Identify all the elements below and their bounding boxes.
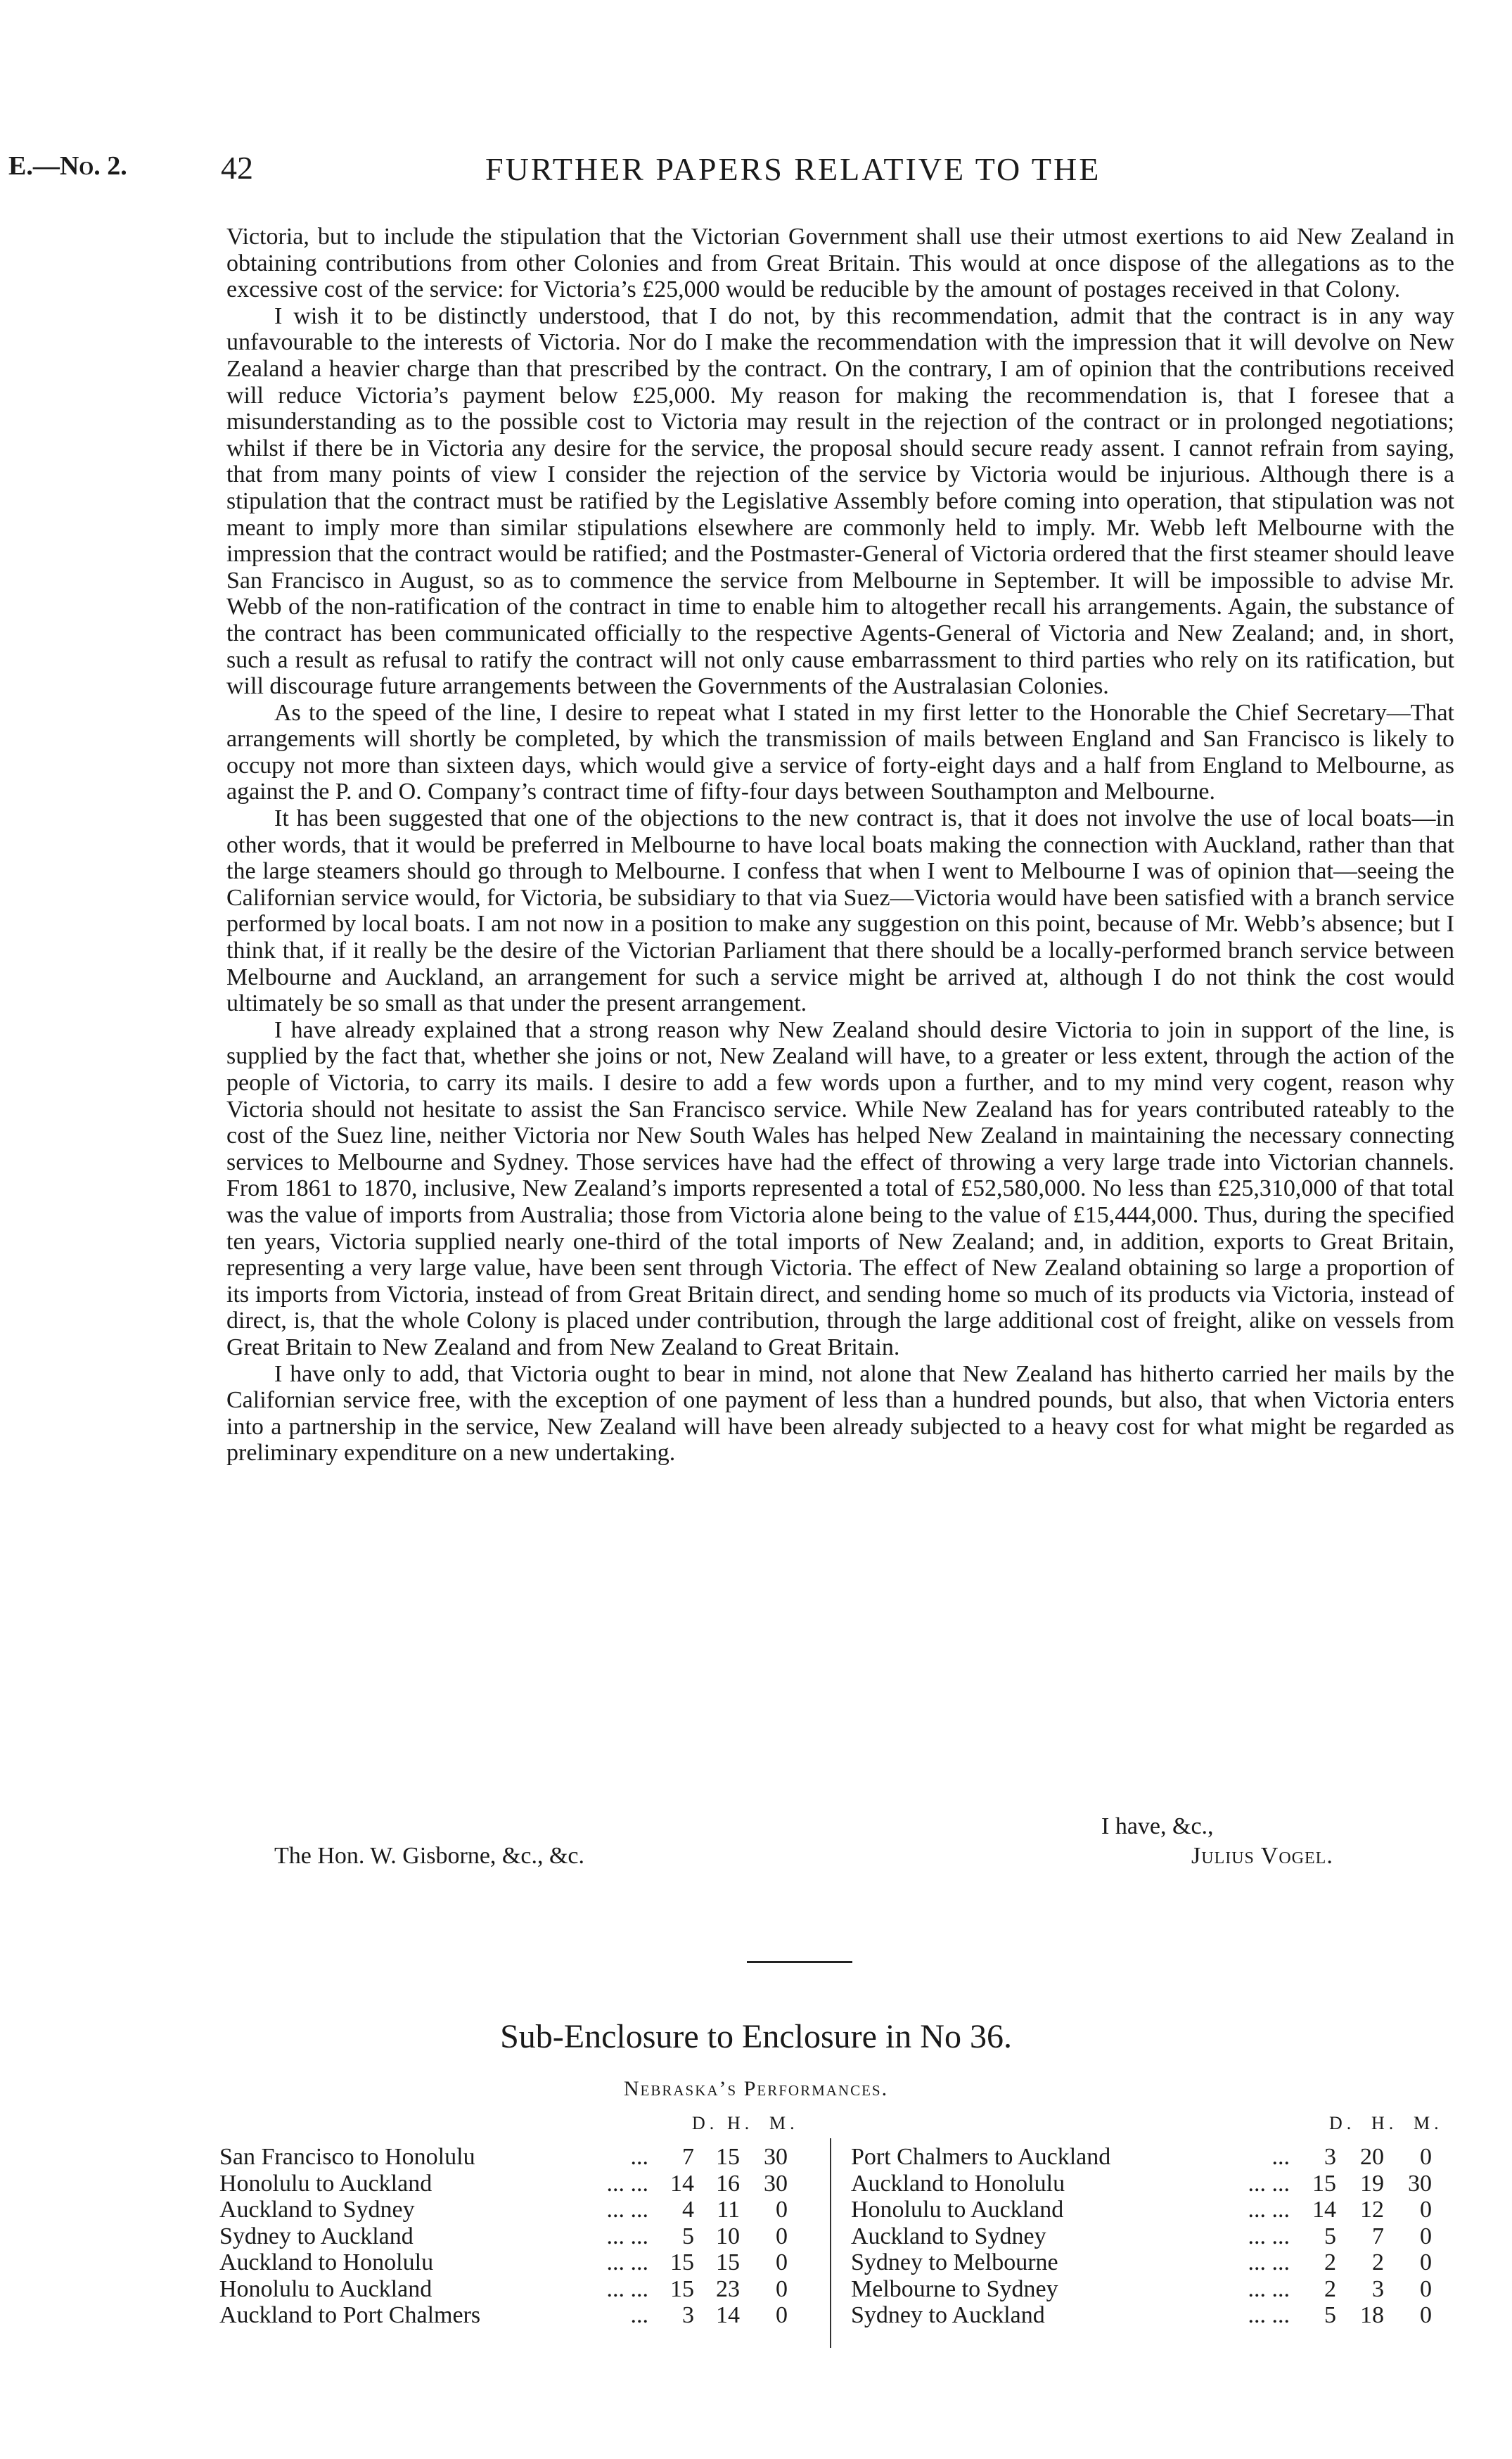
table-row [219, 2276, 810, 2302]
hours-value: 15 [716, 2144, 740, 2170]
days-value: 4 [682, 2197, 694, 2223]
minutes-value: 0 [776, 2302, 788, 2328]
table-row [851, 2249, 1449, 2275]
table-row [219, 2144, 810, 2170]
hours-value: 11 [717, 2197, 740, 2223]
document-reference: E.—No. 2. [8, 151, 127, 181]
minutes-value: 0 [776, 2275, 788, 2302]
leader-dots: ... [630, 2144, 648, 2170]
col-header-minutes: M. [1414, 2113, 1443, 2133]
route-name: Auckland to Honolulu [219, 2249, 434, 2275]
minutes-value: 0 [1420, 2197, 1432, 2223]
hours-value: 12 [1360, 2197, 1384, 2223]
route-name: Auckland to Sydney [851, 2223, 1046, 2249]
sub-enclosure-heading: Sub-Enclosure to Enclosure in No 36. [500, 2018, 1012, 2055]
leader-dots: ... ... [606, 2275, 648, 2302]
days-value: 2 [1324, 2275, 1336, 2302]
leader-dots: ... ... [1248, 2302, 1290, 2328]
col-header-days: D. [1329, 2113, 1356, 2133]
table-row [851, 2223, 1449, 2249]
route-name: Port Chalmers to Auckland [851, 2144, 1111, 2170]
page-number: 42 [221, 150, 253, 186]
days-value: 2 [1324, 2249, 1336, 2275]
route-name: Auckland to Sydney [219, 2197, 415, 2223]
route-name: Sydney to Auckland [219, 2223, 414, 2249]
table-row [219, 2302, 810, 2328]
days-value: 5 [1324, 2223, 1336, 2249]
table-title: Nebraska’s Performances. [623, 2077, 889, 2100]
route-name: Auckland to Port Chalmers [219, 2302, 481, 2328]
leader-dots: ... ... [1248, 2223, 1290, 2249]
minutes-value: 0 [776, 2249, 788, 2275]
minutes-value: 0 [1420, 2249, 1432, 2275]
hours-value: 19 [1360, 2170, 1384, 2197]
days-value: 15 [1312, 2170, 1336, 2197]
days-value: 5 [1324, 2302, 1336, 2328]
letter-signoff [274, 1813, 1371, 1877]
minutes-value: 30 [764, 2170, 788, 2197]
route-name: Sydney to Auckland [851, 2302, 1045, 2328]
minutes-value: 30 [1408, 2170, 1432, 2197]
col-header-days: D. [692, 2113, 719, 2133]
days-value: 14 [670, 2170, 694, 2197]
leader-dots: ... ... [1248, 2197, 1290, 2223]
table-row [851, 2197, 1449, 2223]
table-row [851, 2302, 1449, 2328]
signature: Julius Vogel. [1191, 1843, 1333, 1869]
hours-value: 14 [716, 2302, 740, 2328]
hours-value: 20 [1360, 2144, 1384, 2170]
leader-dots: ... ... [606, 2223, 648, 2249]
hours-value: 23 [716, 2275, 740, 2302]
col-header-hours: H. [1371, 2113, 1398, 2133]
paragraph: I have only to add, that Victoria ought to bear in mind, not alone that New Zealand has hitherto carried her mails by the Californian service free, with the exception of one payment of less than a hundred pounds, but also, that when Victoria enters into a partnership in the service, New Zealand will have been already subjected to a heavy cost for what might be regarded as preliminary expenditure on a new undertaking. [226, 1360, 1454, 1467]
letter-body [226, 224, 1454, 1467]
leader-dots: ... ... [606, 2170, 648, 2197]
running-title: FURTHER PAPERS RELATIVE TO THE [485, 151, 1101, 187]
route-name: Honolulu to Auckland [851, 2197, 1064, 2223]
addressee: The Hon. W. Gisborne, &c., &c. [274, 1843, 584, 1869]
hours-value: 15 [716, 2249, 740, 2275]
days-value: 5 [682, 2223, 694, 2249]
days-value: 15 [670, 2249, 694, 2275]
minutes-value: 0 [1420, 2302, 1432, 2328]
hours-value: 16 [716, 2170, 740, 2197]
performance-table-right [851, 2110, 1449, 2349]
column-divider [830, 2138, 831, 2348]
route-name: Honolulu to Auckland [219, 2275, 433, 2302]
hours-value: 7 [1372, 2223, 1384, 2249]
leader-dots: ... [630, 2302, 648, 2328]
table-row [851, 2276, 1449, 2302]
route-name: San Francisco to Honolulu [219, 2144, 475, 2170]
paragraph: As to the speed of the line, I desire to repeat what I stated in my first letter to the Honorable the Chief Secretary—That arrangements will shortly be completed, by which the transmission of mails between England and San Francisco is likely to occupy not more than sixteen days, which would give a service of forty-eight days and a half from England to Melbourne, as against the P. and O. Company’s contract time of fifty-four days between Southampton and Melbourne. [226, 699, 1454, 805]
table-row [219, 2171, 810, 2197]
minutes-value: 0 [776, 2223, 788, 2249]
leader-dots: ... ... [1248, 2275, 1290, 2302]
page-header [0, 149, 1512, 198]
route-name: Auckland to Honolulu [851, 2170, 1065, 2197]
col-header-minutes: M. [769, 2113, 799, 2133]
hours-value: 2 [1372, 2249, 1384, 2275]
table-row [219, 2197, 810, 2223]
leader-dots: ... ... [1248, 2170, 1290, 2197]
days-value: 14 [1312, 2197, 1336, 2223]
minutes-value: 30 [764, 2144, 788, 2170]
minutes-value: 0 [1420, 2275, 1432, 2302]
paragraph: It has been suggested that one of the objections to the new contract is, that it does not involve the use of local boats—in other words, that it would be preferred in Melbourne to have local boats making the connection with Auckland, rather than that the large steamers should go through to Melbourne. I confess that when I went to Melbourne I was of opinion that—seeing the Californian service would, for Victoria, be subsidiary to that via Suez—Victoria would have been satisfied with a branch service performed by local boats. I am not now in a position to make any suggestion on this point, because of Mr. Webb’s absence; but I think that, if it really be the desire of the Victorian Parliament that there should be a locally-performed branch service between Melbourne and Auckland, an arrangement for such a service might be arrived at, although I do not think the cost would ultimately be so small as that under the present arrangement. [226, 805, 1454, 1017]
days-value: 3 [682, 2302, 694, 2328]
section-divider [747, 1961, 852, 1963]
leader-dots: ... ... [606, 2249, 648, 2275]
col-header-hours: H. [727, 2113, 754, 2133]
paragraph: Victoria, but to include the stipulation that the Victorian Government shall use their utmost exertions to aid New Zealand in obtaining contributions from other Colonies and from Great Britain. This would at once dispose of the allegations as to the excessive cost of the service: for Victoria’s £25,000 would be reducible by the amount of postages received in that Colony. [226, 224, 1454, 303]
hours-value: 3 [1372, 2275, 1384, 2302]
days-value: 7 [682, 2144, 694, 2170]
performance-table-left [219, 2110, 810, 2349]
leader-dots: ... ... [606, 2197, 648, 2223]
days-value: 15 [670, 2275, 694, 2302]
route-name: Sydney to Melbourne [851, 2249, 1058, 2275]
table-row [219, 2223, 810, 2249]
table-row [851, 2144, 1449, 2170]
table-row [851, 2171, 1449, 2197]
leader-dots: ... [1271, 2144, 1290, 2170]
paragraph: I wish it to be distinctly understood, that I do not, by this recommendation, admit that the contract is in any way unfavourable to the interests of Victoria. Nor do I make the recommendation with the impression that it will devolve on New Zealand a heavier charge than that prescribed by the contract. On the contrary, I am of opinion that the contributions received will reduce Victoria’s payment below £25,000. My reason for making the recommendation is, that I foresee that a misunderstanding as to the possible cost to Victoria may result in the rejection of the contract or in prolonged negotiations; whilst if there be in Victoria any desire for the service, the proposal should secure ready assent. I cannot refrain from saying, that from many points of view I consider the rejection of the service by Victoria would be injurious. Although there is a stipulation that the contract must be ratified by the Legislative Assembly before coming into operation, that stipulation was not meant to imply more than similar stipulations elsewhere are commonly held to imply. Mr. Webb left Melbourne with the impression that the contract would be ratified; and the Postmaster-General of Victoria ordered that the first steamer should leave San Francisco in August, so as to commence the service from Melbourne in September. It will be impossible to advise Mr. Webb of the non-ratification of the contract in time to enable him to altogether recall his arrangements. Again, the substance of the contract has been communicated officially to the respective Agents-General of Victoria and New Zealand; and, in short, such a result as refusal to ratify the contract will not only cause embarrassment to third parties who rely on its ratification, but will discourage future arrangements between the Governments of the Australasian Colonies. [226, 302, 1454, 700]
minutes-value: 0 [1420, 2223, 1432, 2249]
minutes-value: 0 [1420, 2144, 1432, 2170]
paragraph: I have already explained that a strong reason why New Zealand should desire Victoria to join in support of the line, is supplied by the fact that, whether she joins or not, New Zealand will have, to a greater or less extent, through the action of the people of Victoria, to carry its mails. I desire to add a few words upon a further, and to my mind very cogent, reason why Victoria should not hesitate to assist the San Francisco service. While New Zealand has for years contributed rateably to the cost of the Suez line, neither Victoria nor New South Wales has helped New Zealand in maintaining the necessary connecting services to Melbourne and Sydney. Those services have had the effect of throwing a very large trade into Victorian channels. From 1861 to 1870, inclusive, New Zealand’s imports represented a total of £52,580,000. No less than £25,310,000 of that total was the value of imports from Australia; those from Victoria alone being to the value of £15,444,000. Thus, during the specified ten years, Victoria supplied nearly one-third of the total imports of New Zealand; and, in addition, exports to Great Britain, representing a very large value, have been sent through Victoria. The effect of New Zealand obtaining so large a proportion of its imports from Victoria, instead of from Great Britain direct, and sending home so much of its products via Victoria, instead of direct, is, that the whole Colony is placed under contribution, through the large additional cost of freight, alike on vessels from Great Britain to New Zealand and from New Zealand to Great Britain. [226, 1016, 1454, 1360]
hours-value: 10 [716, 2223, 740, 2249]
minutes-value: 0 [776, 2197, 788, 2223]
route-name: Melbourne to Sydney [851, 2275, 1058, 2302]
days-value: 3 [1324, 2144, 1336, 2170]
route-name: Honolulu to Auckland [219, 2170, 433, 2197]
table-row [219, 2249, 810, 2275]
closing-phrase: I have, &c., [1101, 1813, 1214, 1839]
hours-value: 18 [1360, 2302, 1384, 2328]
leader-dots: ... ... [1248, 2249, 1290, 2275]
